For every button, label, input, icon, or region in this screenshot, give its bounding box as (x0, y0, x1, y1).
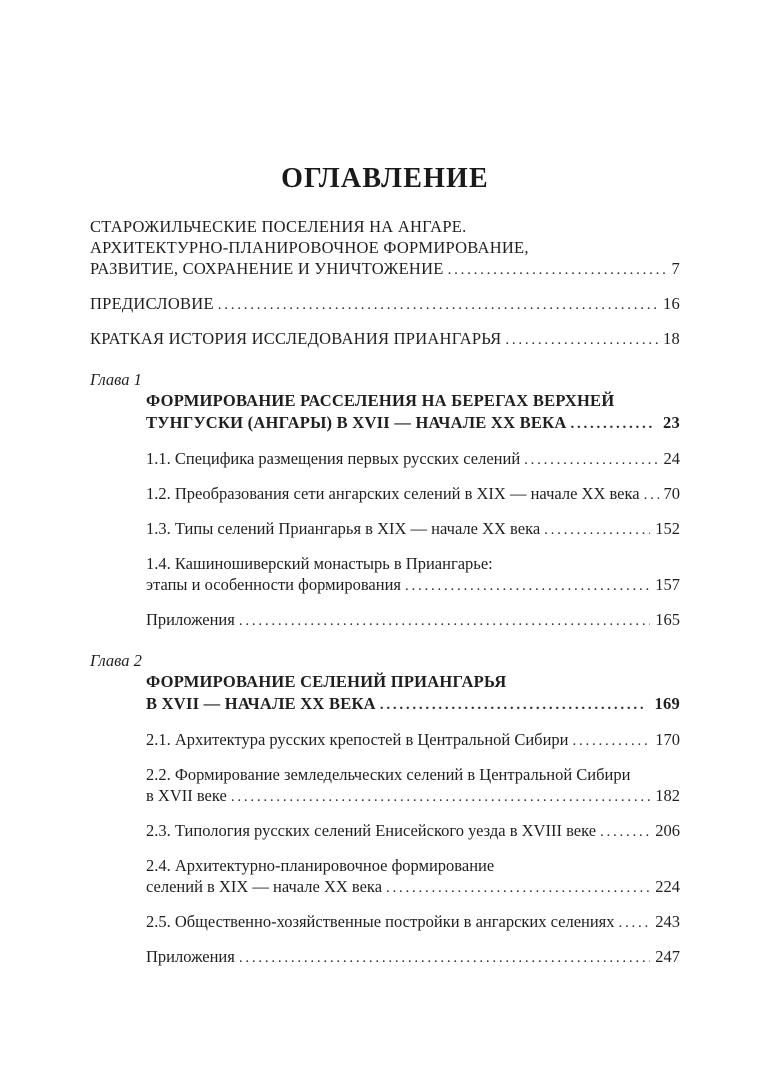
toc-entry-main-title (90, 216, 680, 281)
chapter-1-items (146, 448, 680, 632)
toc-entry-last-line (146, 911, 680, 934)
toc-entry-brief-history (90, 328, 680, 351)
chapter-title-line: ФОРМИРОВАНИЕ РАССЕЛЕНИЯ НА БЕРЕГАХ ВЕРХНЕЙ (146, 391, 615, 410)
page-number: 170 (655, 730, 680, 749)
dot-leader (644, 483, 659, 506)
toc-entry-text: 1.3. Типы селений Приангарья в XIX — начале XX века (146, 519, 541, 538)
dot-leader (448, 258, 667, 281)
dot-leader (544, 518, 650, 541)
toc-entry-last-line (90, 328, 680, 351)
toc-entry-text: 2.1. Архитектура русских крепостей в Центральной Сибири (146, 730, 569, 749)
chapter-1-body (90, 390, 680, 632)
page-number: 224 (655, 877, 680, 896)
toc-entry-preface (90, 293, 680, 316)
toc-entry-line: СТАРОЖИЛЬЧЕСКИЕ ПОСЕЛЕНИЯ НА АНГАРЕ. (90, 217, 467, 236)
toc-entry-text: 1.2. Преобразования сети ангарских селений в XIX — начале XX века (146, 484, 640, 503)
dot-leader (571, 412, 655, 435)
toc-entry-last-line (146, 518, 680, 541)
toc-item-2-5 (146, 911, 680, 934)
chapter-title-text: ТУНГУСКИ (АНГАРЫ) В XVII — НАЧАЛЕ XX ВЕКА (146, 413, 567, 432)
chapter-title-text: В XVII — НАЧАЛЕ XX ВЕКА (146, 694, 376, 713)
dot-leader (573, 729, 651, 752)
toc-item-appendix-1 (146, 609, 680, 632)
page-number: 18 (663, 329, 680, 348)
toc-item-1-4 (146, 553, 680, 597)
toc-item-2-2 (146, 764, 680, 808)
chapter-1-title (146, 390, 680, 435)
chapter-title-line: ФОРМИРОВАНИЕ СЕЛЕНИЙ ПРИАНГАРЬЯ (146, 672, 507, 691)
dot-leader (218, 293, 658, 316)
toc-entry-line: 2.2. Формирование земледельческих селений в Центральной Сибири (146, 765, 631, 784)
toc-item-1-3 (146, 518, 680, 541)
dot-leader (239, 946, 650, 969)
toc-item-2-3 (146, 820, 680, 843)
toc-entry-last-line (146, 785, 680, 808)
toc-item-2-1 (146, 729, 680, 752)
page-title: ОГЛАВЛЕНИЕ (281, 163, 489, 194)
page-number: 247 (655, 947, 680, 966)
chapter-2-items (146, 729, 680, 969)
toc-item-2-4 (146, 855, 680, 899)
toc-entry-text: ПРЕДИСЛОВИЕ (90, 294, 214, 313)
chapter-2-body (90, 671, 680, 969)
toc-entry-last-line (90, 258, 680, 281)
toc-entry-text: КРАТКАЯ ИСТОРИЯ ИССЛЕДОВАНИЯ ПРИАНГАРЬЯ (90, 329, 502, 348)
toc-entry-text: Приложения (146, 610, 235, 629)
toc-entry-line: 2.4. Архитектурно-планировочное формирование (146, 856, 495, 875)
page-number: 157 (655, 575, 680, 594)
dot-leader (524, 448, 658, 471)
toc-entry-last-line (146, 448, 680, 471)
chapter-1-section (90, 369, 680, 632)
chapter-title-last-line (146, 412, 680, 435)
chapter-1-label: Глава 1 (90, 370, 142, 389)
page-number: 23 (663, 413, 680, 432)
toc-entry-last-line (146, 820, 680, 843)
toc-entry-last-line (146, 574, 680, 597)
toc-entry-text: 1.1. Специфика размещения первых русских селений (146, 449, 521, 468)
toc-content (0, 163, 764, 969)
chapter-2-title (146, 671, 680, 716)
page-number: 24 (663, 449, 680, 468)
chapter-title-last-line (146, 693, 680, 716)
toc-item-appendix-2 (146, 946, 680, 969)
dot-leader (380, 693, 647, 716)
page-number: 182 (655, 786, 680, 805)
page-number: 70 (663, 484, 680, 503)
page-number: 169 (654, 694, 680, 713)
toc-entry-text: этапы и особенности формирования (146, 575, 402, 594)
page-number: 165 (655, 610, 680, 629)
toc-entry-last-line (146, 729, 680, 752)
toc-entry-last-line (90, 293, 680, 316)
toc-entry-line: АРХИТЕКТУРНО-ПЛАНИРОВОЧНОЕ ФОРМИРОВАНИЕ, (90, 238, 529, 257)
dot-leader (600, 820, 650, 843)
page-number: 243 (655, 912, 680, 931)
dot-leader (231, 785, 650, 808)
front-matter-section (90, 216, 680, 351)
chapter-2-label: Глава 2 (90, 651, 142, 670)
page-number: 16 (663, 294, 680, 313)
toc-item-1-2 (146, 483, 680, 506)
toc-entry-text: 2.5. Общественно-хозяйственные постройки в ангарских селениях (146, 912, 615, 931)
dot-leader (619, 911, 651, 934)
page-number: 7 (671, 259, 680, 278)
dot-leader (405, 574, 650, 597)
toc-item-1-1 (146, 448, 680, 471)
toc-entry-text: в XVII веке (146, 786, 227, 805)
toc-entry-last-line (146, 609, 680, 632)
toc-entry-text: Приложения (146, 947, 235, 966)
dot-leader (239, 609, 650, 632)
chapter-2-section (90, 650, 680, 969)
toc-entry-last-line (146, 876, 680, 899)
toc-entry-text: селений в XIX — начале XX века (146, 877, 383, 896)
toc-entry-line: 1.4. Кашиношиверский монастырь в Приангарье: (146, 554, 493, 573)
toc-entry-text: 2.3. Типология русских селений Енисейского уезда в XVIII веке (146, 821, 597, 840)
dot-leader (505, 328, 658, 351)
page-number: 206 (655, 821, 680, 840)
toc-entry-text: РАЗВИТИЕ, СОХРАНЕНИЕ И УНИЧТОЖЕНИЕ (90, 259, 444, 278)
toc-entry-last-line (146, 483, 680, 506)
toc-entry-last-line (146, 946, 680, 969)
page-number: 152 (655, 519, 680, 538)
dot-leader (386, 876, 650, 899)
